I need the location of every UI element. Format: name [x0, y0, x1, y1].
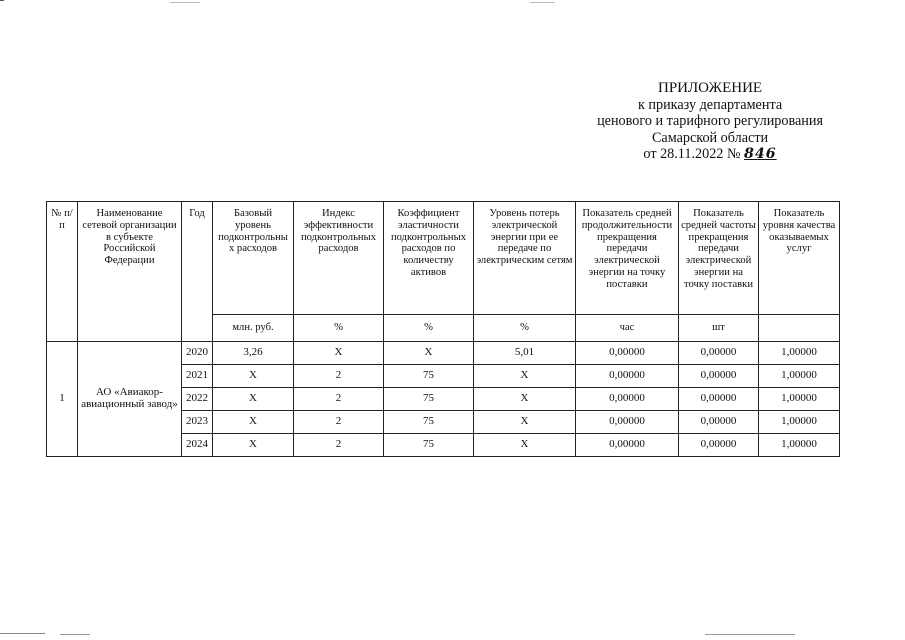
unit-cell: час: [576, 315, 679, 342]
losses-cell: 5,01: [474, 342, 576, 365]
frequency-cell: 0,00000: [679, 342, 759, 365]
base-level-cell: X: [213, 411, 294, 434]
efficiency-index-cell: 2: [294, 388, 384, 411]
duration-cell: 0,00000: [576, 434, 679, 457]
header-cell-frequency: Показатель средней частоты прекращения передачи электрической энергии на точку поставки: [679, 202, 759, 315]
scan-artifact: [705, 634, 795, 635]
losses-cell: X: [474, 434, 576, 457]
header-line-1: к приказу департамента: [637, 96, 783, 113]
base-level-cell: X: [213, 388, 294, 411]
base-level-cell: X: [213, 434, 294, 457]
quality-cell: 1,00000: [759, 388, 840, 411]
header-cell-losses: Уровень потерь электрической энергии при ее передаче по электрическим сетям: [474, 202, 576, 315]
elasticity-cell: 75: [384, 388, 474, 411]
order-date-line: [597, 146, 823, 163]
duration-cell: 0,00000: [576, 342, 679, 365]
scan-artifact: [0, 633, 45, 634]
header-row: [47, 202, 840, 315]
year-cell: 2023: [182, 411, 213, 434]
year-cell: 2022: [182, 388, 213, 411]
organization-cell: АО «Авиакор-авиационный завод»: [78, 342, 182, 457]
quality-cell: 1,00000: [759, 434, 840, 457]
scan-artifact: [170, 2, 200, 3]
row-number-cell: 1: [47, 342, 78, 457]
scan-artifact: [60, 634, 90, 635]
duration-cell: 0,00000: [576, 388, 679, 411]
header-cell-duration: Показатель средней продолжительности прекращения передачи электрической энергии на точку поставки: [576, 202, 679, 315]
efficiency-index-cell: 2: [294, 434, 384, 457]
year-cell: 2020: [182, 342, 213, 365]
quality-cell: 1,00000: [759, 365, 840, 388]
header-cell-quality: Показатель уровня качества оказываемых услуг: [759, 202, 840, 315]
duration-cell: 0,00000: [576, 411, 679, 434]
losses-cell: X: [474, 365, 576, 388]
scan-artifact: [0, 0, 4, 1]
header-line-2: ценового и тарифного регулирования: [597, 113, 823, 129]
header-cell-number: № п/п: [47, 202, 78, 342]
elasticity-cell: 75: [384, 365, 474, 388]
tariff-parameters-table: [46, 201, 840, 457]
frequency-cell: 0,00000: [679, 411, 759, 434]
order-number: 846: [744, 146, 777, 162]
base-level-cell: 3,26: [213, 342, 294, 365]
header-cell-elasticity: Коэффициент эластичности подконтрольных расходов по количеству активов: [384, 202, 474, 315]
header-cell-year: Год: [182, 202, 213, 342]
frequency-cell: 0,00000: [679, 434, 759, 457]
header-cell-efficiency-index: Индекс эффективности подконтрольных расходов: [294, 202, 384, 315]
frequency-cell: 0,00000: [679, 365, 759, 388]
order-date: от 28.11.2022 №: [643, 146, 741, 162]
header-cell-organization: Наименование сетевой организации в субъекте Российской Федерации: [78, 202, 182, 342]
header-cell-base-level: Базовый уровень подконтрольны х расходов: [213, 202, 294, 315]
losses-cell: X: [474, 411, 576, 434]
unit-cell: %: [294, 315, 384, 342]
header-line-3: Самарской области: [651, 129, 769, 146]
frequency-cell: 0,00000: [679, 388, 759, 411]
efficiency-index-cell: X: [294, 342, 384, 365]
table-row: [47, 342, 840, 365]
duration-cell: 0,00000: [576, 365, 679, 388]
efficiency-index-cell: 2: [294, 411, 384, 434]
scan-artifact: [530, 2, 555, 3]
document-header: [597, 80, 823, 163]
appendix-title: ПРИЛОЖЕНИЕ: [658, 80, 763, 96]
elasticity-cell: 75: [384, 411, 474, 434]
losses-cell: X: [474, 388, 576, 411]
unit-cell: %: [384, 315, 474, 342]
unit-cell: шт: [679, 315, 759, 342]
unit-cell: %: [474, 315, 576, 342]
year-cell: 2021: [182, 365, 213, 388]
efficiency-index-cell: 2: [294, 365, 384, 388]
unit-cell: млн. руб.: [213, 315, 294, 342]
quality-cell: 1,00000: [759, 411, 840, 434]
quality-cell: 1,00000: [759, 342, 840, 365]
elasticity-cell: X: [384, 342, 474, 365]
unit-cell: [759, 315, 840, 342]
elasticity-cell: 75: [384, 434, 474, 457]
base-level-cell: X: [213, 365, 294, 388]
year-cell: 2024: [182, 434, 213, 457]
